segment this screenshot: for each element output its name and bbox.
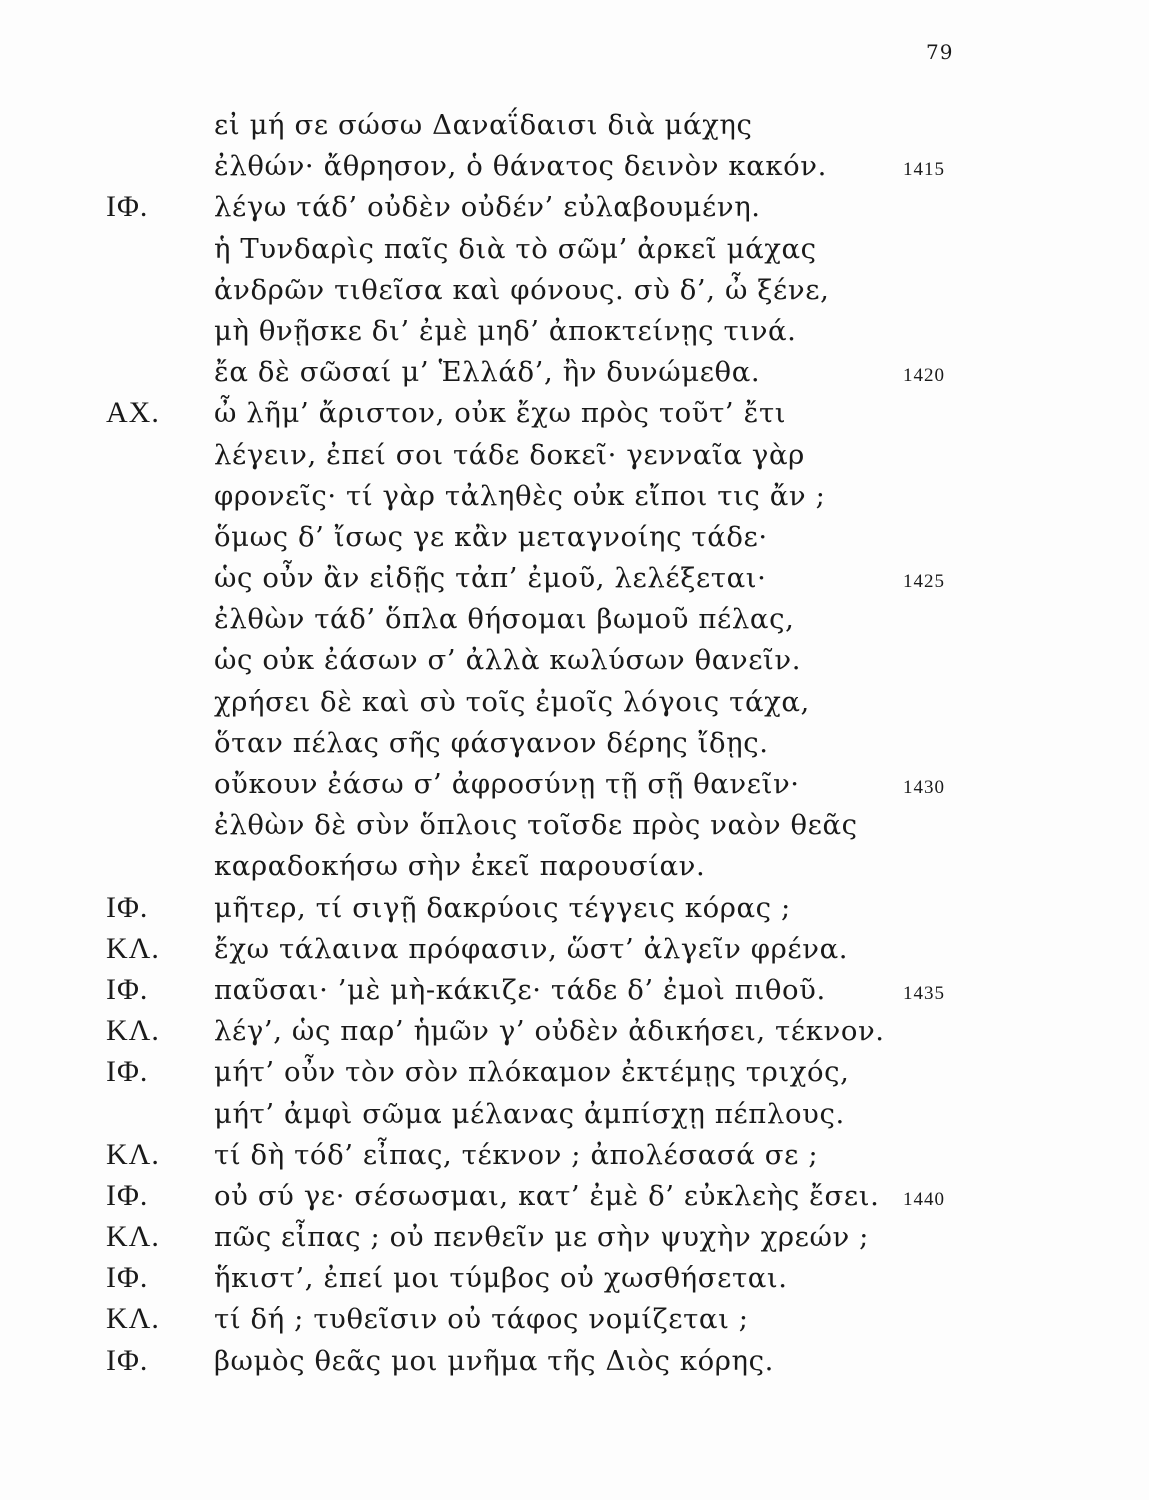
speaker-label: ΚΛ.	[106, 931, 160, 965]
verse-text: ἐλθὼν τάδ’ ὅπλα θήσομαι βωμοῦ πέλας,	[214, 603, 795, 636]
verse-line	[0, 973, 1149, 1014]
verse-line	[0, 108, 1149, 149]
verse-line	[0, 767, 1149, 808]
verse-line	[0, 1097, 1149, 1138]
verse-line	[0, 1055, 1149, 1096]
verse-line	[0, 1014, 1149, 1055]
verse-text: ἥκιστ’, ἐπεί μοι τύμβος οὐ χωσθήσεται.	[214, 1262, 788, 1295]
speaker-label: ΚΛ.	[106, 1302, 160, 1336]
speaker-label: ΙΦ.	[106, 890, 149, 924]
speaker-label: ΚΛ.	[106, 1014, 160, 1048]
verse-line	[0, 1261, 1149, 1302]
verse-text: οὔκουν ἐάσω σ’ ἀφροσύνῃ τῇ σῇ θανεῖν·	[214, 768, 800, 800]
verse-text: ὡς οὖν ἂν εἰδῇς τἀπ’ ἐμοῦ, λελέξεται·	[214, 562, 767, 595]
speaker-label: ΙΦ.	[106, 972, 149, 1006]
verse-line	[0, 849, 1149, 890]
speaker-label: ΚΛ.	[106, 1137, 160, 1171]
verse-text: ἐλθών· ἄθρησον, ὁ θάνατος δεινὸν κακόν.	[214, 150, 827, 183]
verse-line	[0, 1220, 1149, 1261]
line-number: 1420	[903, 365, 945, 387]
verse-line	[0, 1302, 1149, 1343]
verse-line	[0, 643, 1149, 684]
speaker-label: ΙΦ.	[106, 1178, 149, 1212]
verse-lines	[0, 108, 1149, 1385]
line-number: 1430	[903, 777, 945, 798]
verse-text: ὅταν πέλας σῆς φάσγανον δέρης ἴδῃς.	[214, 726, 769, 759]
verse-line	[0, 355, 1149, 396]
verse-line	[0, 726, 1149, 767]
verse-line	[0, 602, 1149, 643]
verse-text: καραδοκήσω σὴν ἐκεῖ παρουσίαν.	[214, 850, 706, 883]
verse-text: οὐ σύ γε· σέσωσμαι, κατ’ ἐμὲ δ’ εὐκλεὴς ἔσει.	[214, 1179, 880, 1212]
speaker-label: ΙΦ.	[106, 1261, 149, 1295]
line-number: 1415	[903, 159, 945, 181]
verse-line	[0, 891, 1149, 932]
verse-text: μήτ’ ἀμφὶ σῶμα μέλανας ἀμπίσχῃ πέπλους.	[214, 1097, 845, 1130]
verse-line	[0, 932, 1149, 973]
verse-line	[0, 149, 1149, 190]
verse-text: ἐλθὼν δὲ σὺν ὅπλοις τοῖσδε πρὸς ναὸν θεᾶς	[214, 809, 858, 842]
verse-line	[0, 808, 1149, 849]
verse-text: χρήσει δὲ καὶ σὺ τοῖς ἐμοῖς λόγοις τάχα,	[214, 685, 810, 718]
verse-text: ἡ Τυνδαρὶς παῖς διὰ τὸ σῶμ’ ἀρκεῖ μάχας	[214, 232, 817, 265]
verse-line	[0, 438, 1149, 479]
verse-text: φρονεῖς· τί γὰρ τἀληθὲς οὐκ εἴποι τις ἄν ;	[214, 479, 826, 512]
verse-text: ἔα δὲ σῶσαί μ’ Ἑλλάδ’, ἢν δυνώμεθα.	[214, 356, 761, 389]
line-number: 1425	[903, 571, 945, 593]
verse-text: παῦσαι· ’μὲ μὴ-κάκιζε· τάδε δ’ ἐμοὶ πιθοῦ.	[214, 973, 826, 1006]
verse-line	[0, 190, 1149, 231]
verse-text: ἔχω τάλαινα πρόφασιν, ὥστ’ ἀλγεῖν φρένα.	[214, 932, 849, 965]
verse-line	[0, 1138, 1149, 1179]
verse-line	[0, 273, 1149, 314]
verse-text: μήτ’ οὖν τὸν σὸν πλόκαμον ἐκτέμῃς τριχός,	[214, 1056, 850, 1089]
verse-line	[0, 314, 1149, 355]
verse-line	[0, 479, 1149, 520]
verse-line	[0, 1179, 1149, 1220]
verse-text: βωμὸς θεᾶς μοι μνῆμα τῆς Διὸς κόρης.	[214, 1344, 774, 1377]
verse-line	[0, 685, 1149, 726]
verse-text: τί δὴ τόδ’ εἶπας, τέκνον ; ἀπολέσασά σε ;	[214, 1138, 819, 1171]
verse-text: πῶς εἶπας ; οὐ πενθεῖν με σὴν ψυχὴν χρεών ;	[214, 1221, 870, 1254]
verse-line	[0, 561, 1149, 602]
verse-text: ὡς οὐκ ἐάσων σ’ ἀλλὰ κωλύσων θανεῖν.	[214, 644, 802, 677]
verse-text: ἀνδρῶν τιθεῖσα καὶ φόνους. σὺ δ’, ὦ ξένε,	[214, 273, 830, 306]
line-number: 1435	[903, 982, 945, 1004]
verse-text: μὴ θνῇσκε δι’ ἐμὲ μηδ’ ἀποκτείνῃς τινά.	[214, 314, 797, 347]
page-number: 79	[926, 40, 954, 64]
verse-text: τί δή ; τυθεῖσιν οὐ τάφος νομίζεται ;	[214, 1303, 749, 1336]
verse-line	[0, 1344, 1149, 1385]
verse-text: λέγειν, ἐπεί σοι τάδε δοκεῖ· γενναῖα γὰρ	[214, 438, 805, 471]
verse-text: ὅμως δ’ ἴσως γε κἂν μεταγνοίης τάδε·	[214, 520, 768, 553]
verse-text: ὦ λῆμ’ ἄριστον, οὐκ ἔχω πρὸς τοῦτ’ ἔτι	[214, 397, 787, 430]
verse-text: μῆτερ, τί σιγῇ δακρύοις τέγγεις κόρας ;	[214, 891, 791, 924]
verse-text: εἰ μή σε σώσω Δαναΐδαισι διὰ μάχης	[214, 109, 753, 141]
verse-line	[0, 232, 1149, 273]
verse-text: λέγ’, ὡς παρ’ ἡμῶν γ’ οὐδὲν ἀδικήσει, τέκνον.	[214, 1015, 885, 1048]
speaker-label: ΑΧ.	[106, 396, 160, 430]
verse-line	[0, 396, 1149, 437]
speaker-label: ΙΦ.	[106, 1055, 149, 1089]
speaker-label: ΙΦ.	[106, 190, 149, 224]
line-number: 1440	[903, 1188, 945, 1210]
speaker-label: ΚΛ.	[106, 1220, 160, 1254]
speaker-label: ΙΦ.	[106, 1343, 149, 1377]
verse-line	[0, 520, 1149, 561]
verse-text: λέγω τάδ’ οὐδὲν οὐδέν’ εὐλαβουμένη.	[214, 191, 761, 224]
